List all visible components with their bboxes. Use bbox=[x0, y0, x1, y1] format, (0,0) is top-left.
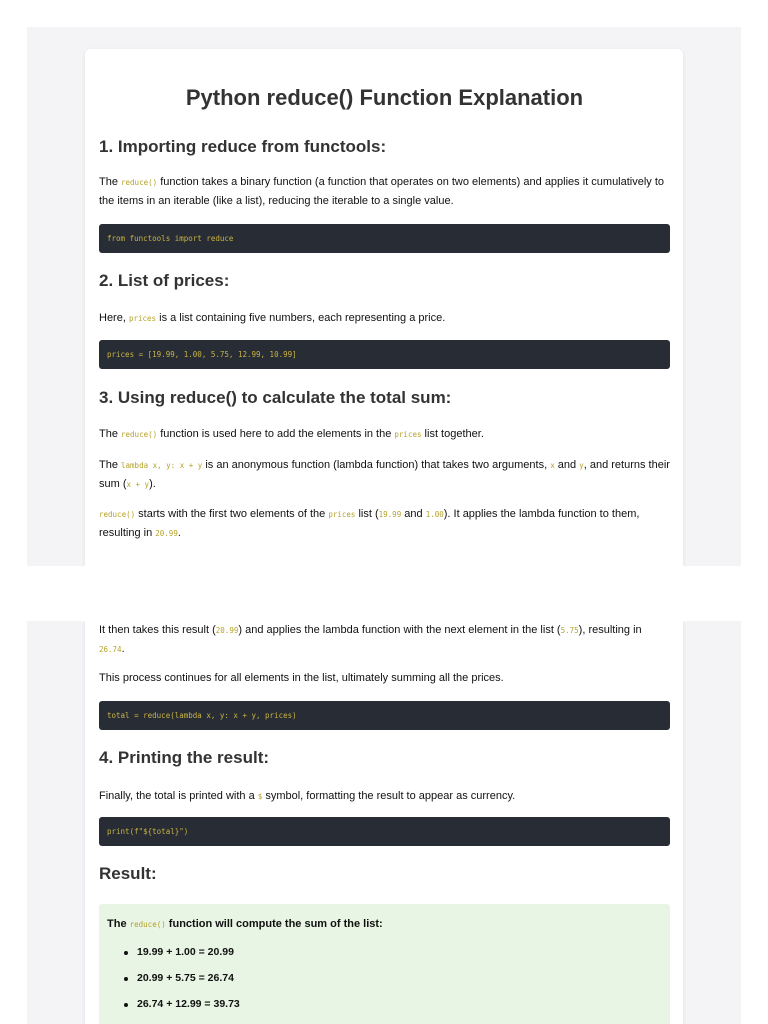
text: It then takes this result ( bbox=[99, 624, 216, 636]
section3-paragraph-5: This process continues for all elements in the list, ultimately summing all the prices. bbox=[99, 672, 504, 684]
text: function takes a binary function (a function that operates on two elements) and applies it cumulatively to the items in an iterable (like a list), reducing the iterable to a single value. bbox=[99, 176, 665, 207]
text: is a list containing five numbers, each representing a price. bbox=[156, 312, 446, 324]
text: Finally, the total is printed with a bbox=[99, 790, 258, 802]
inline-code: 19.99 bbox=[378, 510, 402, 519]
page-bottom bbox=[27, 621, 741, 1024]
text: ), resulting in bbox=[578, 624, 642, 636]
section3-paragraph-3 bbox=[99, 505, 670, 543]
bullet-icon bbox=[124, 951, 128, 955]
inline-code: reduce() bbox=[129, 920, 166, 929]
section1-heading: 1. Importing reduce from functools: bbox=[99, 137, 387, 156]
text: and bbox=[554, 459, 580, 471]
code-block-import bbox=[99, 224, 670, 253]
inline-code: 20.99 bbox=[155, 529, 178, 538]
inline-code: 26.74 bbox=[99, 645, 122, 654]
inline-code: $ bbox=[257, 792, 263, 801]
text: is an anonymous function (lambda function) that takes two arguments, bbox=[202, 459, 551, 471]
code-text: from functools import reduce bbox=[107, 234, 234, 243]
list-item bbox=[107, 972, 662, 998]
section2-heading: 2. List of prices: bbox=[99, 271, 230, 290]
inline-code: reduce() bbox=[121, 178, 158, 187]
code-text: total = reduce(lambda x, y: x + y, prices) bbox=[107, 711, 297, 720]
text: . bbox=[177, 527, 181, 539]
inline-code: 20.99 bbox=[215, 626, 239, 635]
inline-code: lambda x, y: x + y bbox=[121, 461, 203, 470]
content-card bbox=[85, 49, 683, 566]
inline-code: reduce() bbox=[121, 430, 158, 439]
text: function will compute the sum of the list: bbox=[165, 918, 383, 930]
section4-heading: 4. Printing the result: bbox=[99, 748, 270, 767]
text: ) and applies the lambda function with the next element in the list ( bbox=[238, 624, 561, 636]
text: The bbox=[99, 459, 122, 471]
text: and bbox=[401, 508, 426, 520]
text: Here, bbox=[99, 312, 129, 324]
text: The bbox=[107, 918, 130, 930]
inline-code: x + y bbox=[126, 480, 150, 489]
text: list ( bbox=[355, 508, 379, 520]
text: starts with the first two elements of the bbox=[135, 508, 329, 520]
step-text: 19.99 + 1.00 = 20.99 bbox=[137, 946, 234, 958]
step-text: 20.99 + 5.75 = 26.74 bbox=[137, 972, 234, 984]
text: The bbox=[99, 428, 122, 440]
inline-code: y bbox=[579, 461, 584, 470]
code-block-reduce bbox=[99, 701, 670, 730]
bullet-icon bbox=[124, 1003, 128, 1007]
section3-heading: 3. Using reduce() to calculate the total sum: bbox=[99, 388, 452, 407]
result-intro bbox=[107, 918, 662, 930]
inline-code: prices bbox=[328, 510, 356, 519]
inline-code: x bbox=[550, 461, 555, 470]
text: . bbox=[121, 643, 125, 655]
section3-paragraph-1 bbox=[99, 425, 670, 444]
bullet-icon bbox=[124, 977, 128, 981]
code-text: prices = [19.99, 1.00, 5.75, 12.99, 10.99] bbox=[107, 350, 297, 359]
text: ). It applies the lambda function to them, resulting in bbox=[99, 508, 640, 539]
section1-paragraph bbox=[99, 173, 670, 211]
text: symbol, formatting the result to appear as currency. bbox=[262, 790, 516, 802]
list-item bbox=[107, 998, 662, 1024]
inline-code: 1.00 bbox=[425, 510, 444, 519]
list-item bbox=[107, 946, 662, 972]
code-text: print(f"${total}") bbox=[107, 827, 189, 836]
page-title: Python reduce() Function Explanation bbox=[185, 85, 584, 110]
inline-code: prices bbox=[128, 314, 157, 323]
text: The bbox=[99, 176, 122, 188]
result-heading: Result: bbox=[99, 864, 157, 883]
section4-paragraph bbox=[99, 787, 670, 806]
page-top bbox=[27, 27, 741, 566]
inline-code: reduce() bbox=[99, 510, 136, 519]
section3-paragraph-2 bbox=[99, 456, 670, 494]
inline-code: 5.75 bbox=[560, 626, 579, 635]
content-card-continued bbox=[85, 621, 683, 1024]
code-block-prices bbox=[99, 340, 670, 369]
text: ). bbox=[149, 478, 156, 490]
result-steps-list bbox=[107, 946, 662, 1024]
section2-paragraph bbox=[99, 309, 670, 328]
section3-paragraph-4 bbox=[99, 621, 670, 659]
code-block-print bbox=[99, 817, 670, 846]
step-text: 26.74 + 12.99 = 39.73 bbox=[137, 998, 240, 1010]
result-box bbox=[99, 904, 670, 1024]
text: list together. bbox=[421, 428, 484, 440]
text: , and returns their sum ( bbox=[99, 459, 670, 490]
text: function is used here to add the elements in the bbox=[157, 428, 395, 440]
inline-code: prices bbox=[394, 430, 422, 439]
